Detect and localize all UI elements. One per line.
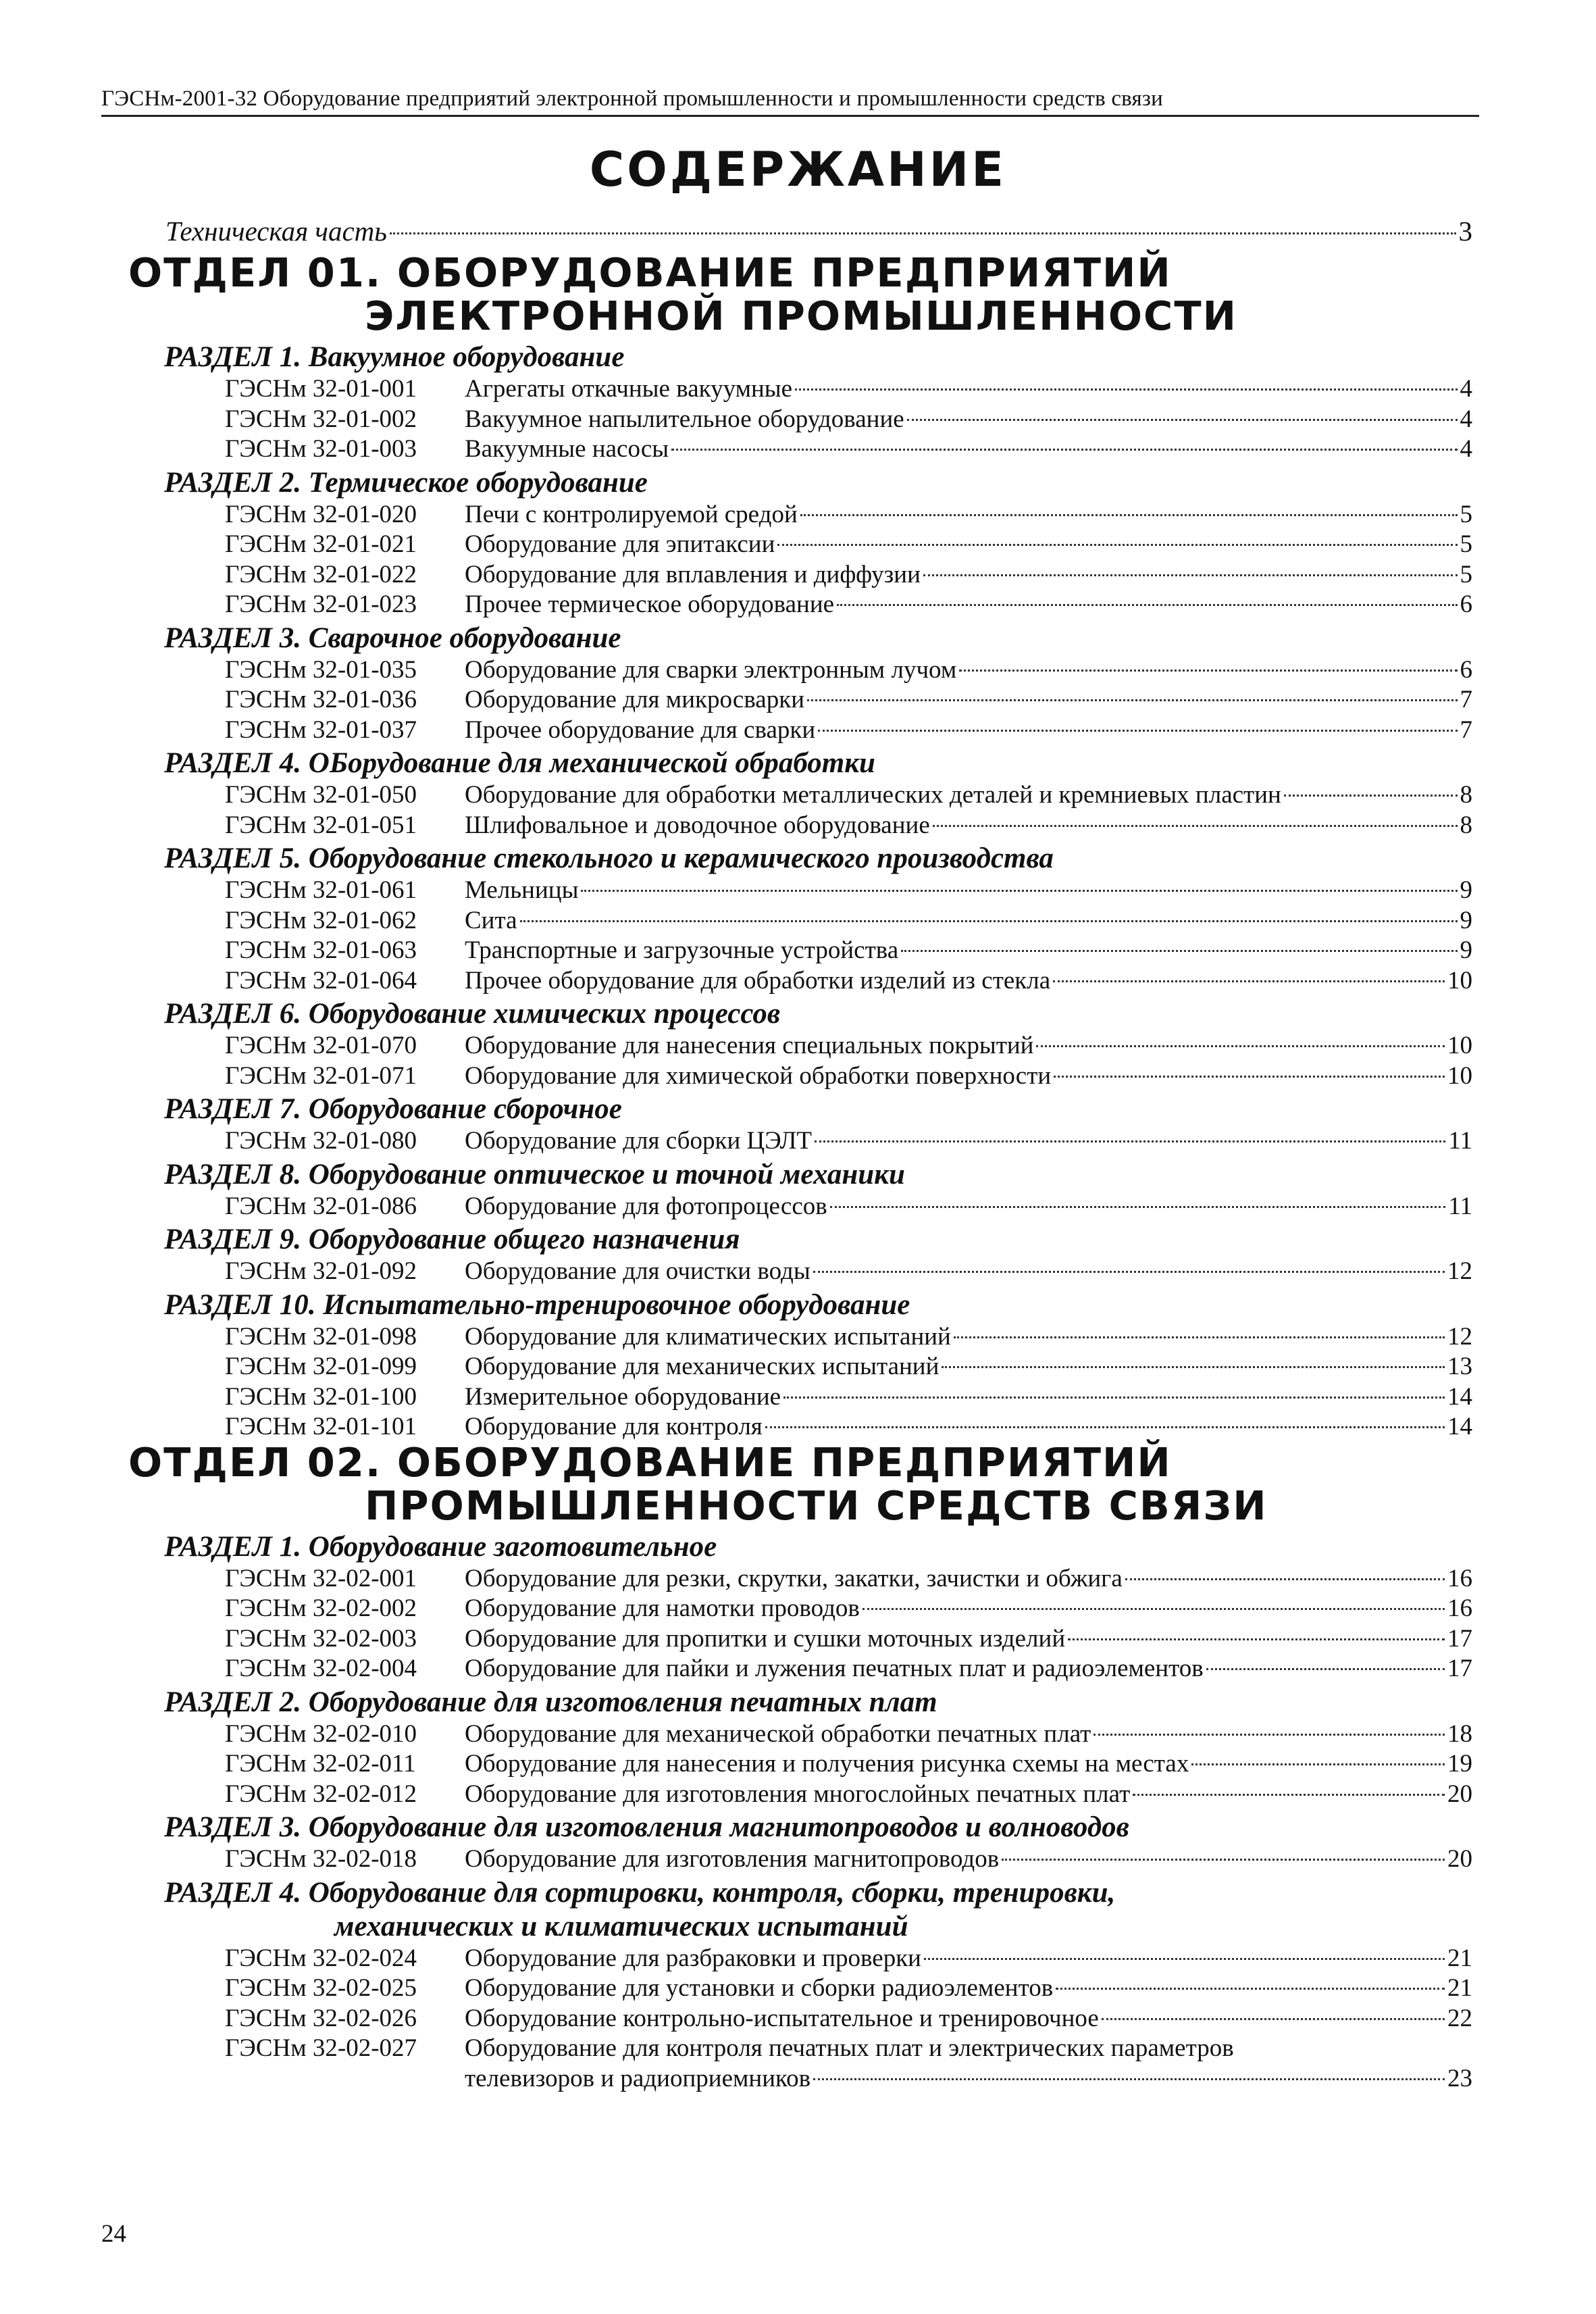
toc-entry-title: Прочее термическое оборудование — [465, 590, 835, 618]
toc-page-number: 9 — [1460, 906, 1472, 934]
toc-page-number: 20 — [1447, 1845, 1472, 1873]
toc-page-number: 12 — [1447, 1257, 1472, 1285]
dot-leader — [830, 1206, 1446, 1208]
toc-page-number: 22 — [1447, 2004, 1472, 2032]
toc-page-number: 19 — [1447, 1750, 1472, 1778]
dot-leader — [777, 544, 1457, 546]
toc-entry-code: ГЭСНм 32-01-003 — [225, 435, 417, 463]
toc-entry-code: ГЭСНм 32-01-021 — [225, 530, 417, 558]
dot-leader — [1093, 1734, 1445, 1736]
toc-entry[interactable] — [225, 2034, 1472, 2063]
toc-entry-code: ГЭСНм 32-02-010 — [225, 1719, 417, 1748]
toc-page-number: 14 — [1447, 1382, 1472, 1411]
running-header: ГЭСНм-2001-32 Оборудование предприятий электронной промышленности и промышленности средств связи — [101, 86, 1164, 111]
toc-page-number: 14 — [1447, 1413, 1472, 1440]
dot-leader — [390, 232, 1456, 234]
toc-entry[interactable] — [225, 966, 1472, 996]
toc-entry-title: Оборудование для фотопроцессов — [465, 1192, 827, 1220]
dot-leader — [924, 1958, 1445, 1960]
dot-leader — [815, 1140, 1445, 1142]
dot-leader — [1053, 980, 1445, 982]
toc-entry[interactable] — [225, 530, 1472, 559]
toc-entry-code: ГЭСНм 32-01-062 — [225, 906, 417, 934]
toc-entry-code: ГЭСНм 32-02-011 — [225, 1750, 416, 1778]
toc-entry[interactable] — [225, 560, 1472, 590]
toc-entry-code: ГЭСНм 32-01-051 — [225, 811, 417, 839]
dot-leader — [818, 730, 1457, 732]
toc-entry[interactable] — [225, 1192, 1472, 1222]
toc-entry-code: ГЭСНм 32-01-064 — [225, 966, 417, 995]
toc-entry[interactable] — [225, 655, 1472, 685]
dot-leader — [1125, 1578, 1445, 1580]
toc-page-number: 16 — [1447, 1564, 1472, 1592]
toc-page-number: 11 — [1448, 1127, 1472, 1155]
toc-page-number: 3 — [1458, 216, 1472, 247]
toc-page-number: 13 — [1447, 1353, 1472, 1380]
toc-entry-code: ГЭСНм 32-02-018 — [225, 1845, 417, 1873]
toc-entry[interactable] — [225, 811, 1472, 840]
section-heading[interactable]: РАЗДЕЛ 7. Оборудование сборочное — [164, 1093, 622, 1125]
toc-entry[interactable] — [225, 906, 1472, 936]
toc-entry-code: ГЭСНм 32-02-001 — [225, 1564, 417, 1592]
dot-leader — [907, 419, 1458, 421]
dot-leader — [1284, 795, 1458, 797]
dot-leader — [783, 1397, 1445, 1399]
toc-entry[interactable] — [225, 685, 1472, 715]
toc-entry-title: Измерительное оборудование — [465, 1382, 781, 1411]
dot-leader — [1102, 2018, 1445, 2020]
toc-entry[interactable] — [225, 590, 1472, 620]
dot-leader — [954, 1336, 1445, 1338]
toc-entry-code: ГЭСНм 32-02-004 — [225, 1655, 417, 1682]
dot-leader — [933, 825, 1458, 827]
toc-page-number: 11 — [1448, 1192, 1472, 1220]
toc-entry-code: ГЭСНм 32-01-022 — [225, 560, 417, 588]
toc-entry-title: Оборудование для контроля — [465, 1413, 763, 1440]
dot-leader — [863, 1608, 1445, 1610]
section-heading[interactable]: РАЗДЕЛ 3. Сварочное оборудование — [164, 622, 621, 654]
toc-entry-code: ГЭСНм 32-01-070 — [225, 1032, 417, 1059]
toc-entry-title-continued: телевизоров и радиоприемников — [465, 2064, 811, 2092]
toc-entry-code: ГЭСНм 32-01-098 — [225, 1322, 417, 1351]
dot-leader — [1002, 1859, 1445, 1861]
toc-entry[interactable] — [225, 780, 1472, 810]
toc-entry-title: Техническая часть — [165, 216, 387, 247]
toc-entry[interactable] — [225, 1594, 1472, 1624]
toc-entry-code: ГЭСНм 32-01-061 — [225, 876, 417, 904]
toc-entry-code: ГЭСНм 32-02-024 — [225, 1944, 417, 1972]
toc-page-number: 8 — [1460, 781, 1472, 809]
toc-page-number: 12 — [1447, 1322, 1472, 1351]
toc-page-number: 18 — [1447, 1719, 1472, 1748]
toc-entry-title: Печи с контролируемой средой — [465, 500, 798, 528]
toc-entry-title: Оборудование для намотки проводов — [465, 1594, 860, 1622]
toc-entry-title: Оборудование для очистки воды — [465, 1257, 810, 1285]
toc-entry-title: Оборудование для микросварки — [465, 686, 805, 713]
toc-page-number: 9 — [1460, 936, 1472, 964]
dot-leader — [1206, 1668, 1445, 1670]
toc-entry[interactable] — [225, 1624, 1472, 1654]
dot-leader — [795, 388, 1457, 391]
toc-page-number: 4 — [1460, 435, 1472, 463]
header-rule — [101, 115, 1479, 117]
toc-page-number: 23 — [1447, 2064, 1472, 2092]
toc-entry[interactable] — [225, 1844, 1472, 1874]
toc-page-number: 17 — [1447, 1624, 1472, 1653]
dot-leader — [800, 514, 1458, 516]
toc-entry-code: ГЭСНм 32-02-027 — [225, 2034, 417, 2062]
toc-technical-part[interactable] — [165, 215, 1472, 247]
toc-entry-continued[interactable] — [465, 2064, 1472, 2094]
page-title: СОДЕРЖАНИЕ — [589, 142, 1007, 197]
toc-entry[interactable] — [225, 1780, 1472, 1809]
toc-entry-title: Оборудование для изготовления магнитопроводов — [465, 1845, 1000, 1873]
toc-entry[interactable] — [225, 936, 1472, 965]
toc-entry-code: ГЭСНм 32-01-036 — [225, 686, 417, 713]
section-heading-continued: механических и климатических испытаний — [334, 1910, 908, 1942]
toc-entry-title: Оборудование для нанесения и получения рисунка схемы на местах — [465, 1750, 1189, 1778]
toc-entry-title: Вакуумное напылительное оборудование — [465, 405, 904, 433]
section-heading[interactable]: РАЗДЕЛ 6. Оборудование химических процессов — [164, 998, 781, 1030]
toc-entry-code: ГЭСНм 32-01-035 — [225, 655, 417, 684]
section-heading[interactable]: РАЗДЕЛ 5. Оборудование стекольного и керамического производства — [164, 842, 1054, 874]
toc-entry-code: ГЭСНм 32-01-099 — [225, 1353, 417, 1380]
department-heading: ОТДЕЛ 01. ОБОРУДОВАНИЕ ПРЕДПРИЯТИЙ — [128, 249, 1172, 296]
toc-entry[interactable] — [225, 1412, 1472, 1442]
toc-entry-title: Оборудование для разбраковки и проверки — [465, 1944, 921, 1972]
dot-leader — [942, 1366, 1445, 1368]
toc-entry-code: ГЭСНм 32-02-012 — [225, 1780, 417, 1808]
toc-entry[interactable] — [225, 1126, 1472, 1156]
department-heading-continued: ПРОМЫШЛЕННОСТИ СРЕДСТВ СВЯЗИ — [365, 1482, 1268, 1529]
toc-entry[interactable] — [225, 500, 1472, 530]
section-heading[interactable]: РАЗДЕЛ 3. Оборудование для изготовления магнитопроводов и волноводов — [164, 1811, 1129, 1843]
toc-entry-code: ГЭСНм 32-02-025 — [225, 1974, 417, 2002]
toc-page-number: 7 — [1460, 686, 1472, 713]
department-heading-continued: ЭЛЕКТРОННОЙ ПРОМЫШЛЕННОСТИ — [365, 293, 1237, 339]
toc-entry[interactable] — [225, 374, 1472, 404]
toc-entry[interactable] — [225, 1322, 1472, 1352]
toc-entry-title: Оборудование контрольно-испытательное и тренировочное — [465, 2004, 1099, 2032]
toc-page-number: 8 — [1460, 811, 1472, 839]
dot-leader — [837, 604, 1457, 606]
toc-entry[interactable] — [225, 1944, 1472, 1973]
toc-entry[interactable] — [225, 405, 1472, 434]
toc-entry-title: Оборудование для пайки и лужения печатных плат и радиоэлементов — [465, 1655, 1204, 1682]
toc-entry-title: Оборудование для механических испытаний — [465, 1353, 939, 1380]
section-heading[interactable]: РАЗДЕЛ 10. Испытательно-тренировочное оборудование — [164, 1288, 910, 1321]
dot-leader — [1191, 1763, 1445, 1765]
toc-entry[interactable] — [225, 1973, 1472, 2003]
section-heading[interactable]: РАЗДЕЛ 2. Термическое оборудование — [164, 466, 648, 499]
toc-entry-title: Вакуумные насосы — [465, 435, 669, 463]
toc-entry-title: Прочее оборудование для сварки — [465, 715, 816, 744]
toc-page-number: 10 — [1447, 1061, 1472, 1090]
section-heading[interactable]: РАЗДЕЛ 9. Оборудование общего назначения — [164, 1224, 740, 1255]
section-heading[interactable]: РАЗДЕЛ 2. Оборудование для изготовления печатных плат — [164, 1686, 937, 1718]
toc-page-number: 6 — [1460, 590, 1472, 618]
dot-leader — [1133, 1794, 1445, 1796]
toc-page-number: 6 — [1460, 655, 1472, 684]
toc-entry-title: Оборудование для изготовления многослойных печатных плат — [465, 1780, 1131, 1808]
toc-entry-title: Транспортные и загрузочные устройства — [465, 936, 899, 964]
toc-entry-code: ГЭСНм 32-01-101 — [225, 1413, 417, 1440]
toc-page-number: 7 — [1460, 715, 1472, 744]
toc-entry[interactable] — [225, 1061, 1472, 1091]
toc-page-number: 21 — [1447, 1944, 1472, 1972]
dot-leader — [1036, 1045, 1445, 1047]
toc-entry[interactable] — [225, 1749, 1472, 1779]
section-heading[interactable]: РАЗДЕЛ 1. Вакуумное оборудование — [164, 341, 625, 373]
toc-entry-code: ГЭСНм 32-01-002 — [225, 405, 417, 433]
toc-entry-code: ГЭСНм 32-01-092 — [225, 1257, 417, 1285]
section-heading[interactable]: РАЗДЕЛ 4. ОБорудование для механической обработки — [164, 747, 875, 779]
toc-entry-code: ГЭСНм 32-02-026 — [225, 2004, 417, 2032]
toc-page-number: 21 — [1447, 1974, 1472, 2002]
toc-entry[interactable] — [225, 1564, 1472, 1594]
toc-entry-title: Оборудование для вплавления и диффузии — [465, 560, 921, 588]
toc-entry[interactable] — [225, 1382, 1472, 1412]
section-heading[interactable]: РАЗДЕЛ 1. Оборудование заготовительное — [164, 1530, 717, 1563]
toc-entry-title: Оборудование для пропитки и сушки моточных изделий — [465, 1624, 1066, 1653]
toc-entry-title: Оборудование для химической обработки поверхности — [465, 1061, 1052, 1090]
toc-entry-code: ГЭСНм 32-02-002 — [225, 1594, 417, 1622]
toc-page-number: 5 — [1460, 530, 1472, 558]
toc-entry-title: Оборудование для установки и сборки радиоэлементов — [465, 1974, 1054, 2002]
toc-entry-code: ГЭСНм 32-01-020 — [225, 500, 417, 528]
toc-entry[interactable] — [225, 715, 1472, 745]
dot-leader — [765, 1426, 1445, 1428]
dot-leader — [671, 449, 1457, 451]
toc-entry-title: Сита — [465, 906, 517, 934]
section-heading[interactable]: РАЗДЕЛ 4. Оборудование для сортировки, контроля, сборки, тренировки, — [164, 1876, 1116, 1909]
dot-leader — [1068, 1638, 1445, 1640]
toc-page-number: 9 — [1460, 876, 1472, 904]
department-heading: ОТДЕЛ 02. ОБОРУДОВАНИЕ ПРЕДПРИЯТИЙ — [128, 1438, 1172, 1486]
toc-entry-title: Оборудование для сварки электронным лучом — [465, 655, 957, 684]
toc-page-number: 5 — [1460, 560, 1472, 588]
toc-entry[interactable] — [225, 434, 1472, 464]
page-number: 24 — [101, 2220, 126, 2248]
toc-entry-title: Мельницы — [465, 876, 579, 904]
toc-entry-code: ГЭСНм 32-01-050 — [225, 781, 417, 809]
dot-leader — [807, 699, 1457, 701]
toc-entry-code: ГЭСНм 32-01-080 — [225, 1127, 417, 1155]
toc-entry[interactable] — [225, 876, 1472, 905]
toc-entry[interactable] — [225, 1031, 1472, 1061]
toc-entry-code: ГЭСНм 32-01-086 — [225, 1192, 417, 1220]
toc-entry-title: Оборудование для климатических испытаний — [465, 1322, 951, 1351]
toc-entry-title: Оборудование для обработки металлических деталей и кремниевых пластин — [465, 781, 1281, 809]
toc-page-number: 10 — [1447, 966, 1472, 995]
toc-entry[interactable] — [225, 2004, 1472, 2034]
toc-entry-title: Агрегаты откачные вакуумные — [465, 375, 793, 403]
toc-page-number: 4 — [1460, 375, 1472, 403]
toc-entry-code: ГЭСНм 32-02-003 — [225, 1624, 417, 1653]
toc-entry[interactable] — [225, 1257, 1472, 1286]
toc-entry-title: Шлифовальное и доводочное оборудование — [465, 811, 930, 839]
toc-entry-title: Прочее оборудование для обработки изделий из стекла — [465, 966, 1051, 995]
toc-page-number: 10 — [1447, 1032, 1472, 1059]
toc-entry-code: ГЭСНм 32-01-037 — [225, 715, 417, 744]
toc-page-number: 17 — [1447, 1655, 1472, 1682]
toc-entry-code: ГЭСНм 32-01-071 — [225, 1061, 417, 1090]
toc-entry-title: Оборудование для нанесения специальных покрытий — [465, 1032, 1034, 1059]
toc-page-number: 4 — [1460, 405, 1472, 433]
section-heading[interactable]: РАЗДЕЛ 8. Оборудование оптическое и точной механики — [164, 1158, 905, 1190]
dot-leader — [959, 670, 1457, 672]
dot-leader — [1054, 1076, 1445, 1078]
toc-entry-code: ГЭСНм 32-01-001 — [225, 375, 417, 403]
toc-entry-title: Оборудование для контроля печатных плат и электрических параметров — [465, 2034, 1234, 2062]
toc-entry-title: Оборудование для механической обработки печатных плат — [465, 1719, 1091, 1748]
toc-entry-title: Оборудование для резки, скрутки, закатки, зачистки и обжига — [465, 1564, 1123, 1592]
toc-entry-title: Оборудование для эпитаксии — [465, 530, 775, 558]
toc-page-number: 5 — [1460, 500, 1472, 528]
dot-leader — [901, 950, 1457, 952]
toc-entry[interactable] — [225, 1352, 1472, 1382]
toc-entry-code: ГЭСНм 32-01-023 — [225, 590, 417, 618]
toc-page-number: 20 — [1447, 1780, 1472, 1808]
dot-leader — [923, 574, 1458, 576]
dot-leader — [520, 920, 1458, 922]
toc-page-number: 16 — [1447, 1594, 1472, 1622]
dot-leader — [581, 890, 1457, 892]
dot-leader — [813, 1271, 1445, 1273]
toc-entry-code: ГЭСНм 32-01-100 — [225, 1382, 417, 1411]
dot-leader — [1056, 1988, 1445, 1990]
toc-entry-code: ГЭСНм 32-01-063 — [225, 936, 417, 964]
dot-leader — [813, 2078, 1445, 2080]
toc-entry-title: Оборудование для сборки ЦЭЛТ — [465, 1127, 813, 1155]
toc-entry[interactable] — [225, 1654, 1472, 1684]
toc-entry[interactable] — [225, 1719, 1472, 1749]
